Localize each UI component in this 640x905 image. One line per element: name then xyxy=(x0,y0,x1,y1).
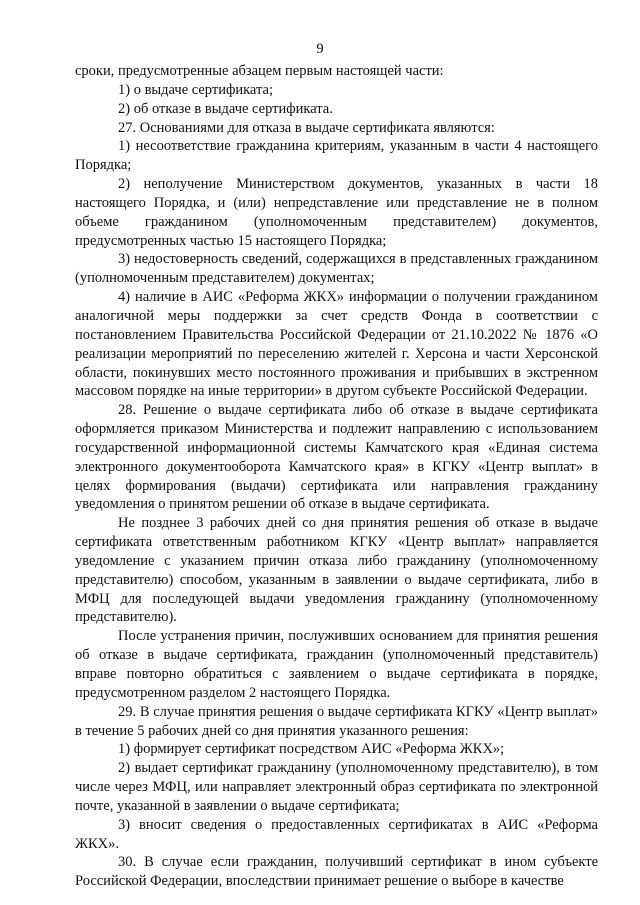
clause-28-paragraph-3: После устранения причин, послуживших основанием для принятия решения об отказе в выдаче сертификата, гражданин (уполномоченный представитель) вправе повторно обратиться с заявлением о выдаче сертификата в порядке, предусмотренном разделом 2 настоящего Порядка. xyxy=(75,628,598,701)
clause-27-item-4: 4) наличие в АИС «Реформа ЖКХ» информации о получении гражданином аналогичной меры поддержки за счет средств Фонда в соответствии с постановлением Правительства Российской Федерации от 21.10.2022 № 1876 «О реализации мероприятий по переселению жителей г. Херсона и части Херсонской области, покинувших место постоянного проживания и прибывших в экстренном массовом порядке на иные территории» в другом субъекте Российской Федерации. xyxy=(75,289,598,400)
page-number: 9 xyxy=(316,41,324,57)
list-item-issue-certificate: 1) о выдаче сертификата; xyxy=(118,81,273,98)
list-item-refuse-certificate: 2) об отказе в выдаче сертификата. xyxy=(118,100,333,117)
clause-27-item-1: 1) несоответствие гражданина критериям, указанным в части 4 настоящего Порядка; xyxy=(75,138,598,174)
clause-27-item-3: 3) недостоверность сведений, содержащихся в представленных гражданином (уполномоченным представителем) документах; xyxy=(75,251,598,287)
clause-30: 30. В случае если гражданин, получивший сертификат в ином субъекте Российской Федерации, впоследствии принимает решение о выборе в качестве xyxy=(75,854,598,890)
clause-29-item-2: 2) выдает сертификат гражданину (уполномоченному представителю), в том числе через МФЦ, или направляет электронный образ сертификата по электронной почте, указанной в заявлении о выдаче сертификата; xyxy=(75,760,598,814)
paragraph-continuation: сроки, предусмотренные абзацем первым настоящей части: xyxy=(75,63,444,79)
clause-29: 29. В случае принятия решения о выдаче сертификата КГКУ «Центр выплат» в течение 5 рабочих дней со дня принятия указанного решения: xyxy=(75,703,598,739)
clause-28-paragraph-2: Не позднее 3 рабочих дней со дня принятия решения об отказе в выдаче сертификата ответственным работником КГКУ «Центр выплат» направляется уведомление с указанием причин отказа либо гражданину (уполномоченному представителю) способом, указанным в заявлении о выдаче сертификата, либо в МФЦ для последующей выдачи уведомления гражданину (уполномоченному представителю). xyxy=(75,515,598,626)
clause-28: 28. Решение о выдаче сертификата либо об отказе в выдаче сертификата оформляется приказом Министерства и подлежит направлению с использованием государственной информационной системы Камчатского края «Единая система электронного документооборота Камчатского края» в КГКУ «Центр выплат» в целях формирования (выдачи) сертификата или направления гражданину уведомления о принятом решении об отказе в выдаче сертификата. xyxy=(75,402,598,513)
document-body xyxy=(75,62,598,891)
clause-27-heading: 27. Основаниями для отказа в выдаче сертификата являются: xyxy=(118,119,495,136)
clause-29-item-3: 3) вносит сведения о предоставленных сертификатах в АИС «Реформа ЖКХ». xyxy=(75,816,598,852)
clause-27-item-2: 2) неполучение Министерством документов, указанных в части 18 настоящего Порядка, и (или) непредставление или представление не в полном объеме гражданином (уполномоченным представителем) документов, предусмотренных частью 15 настоящего Порядка; xyxy=(75,176,598,249)
clause-29-item-1: 1) формирует сертификат посредством АИС «Реформа ЖКХ»; xyxy=(118,741,505,758)
